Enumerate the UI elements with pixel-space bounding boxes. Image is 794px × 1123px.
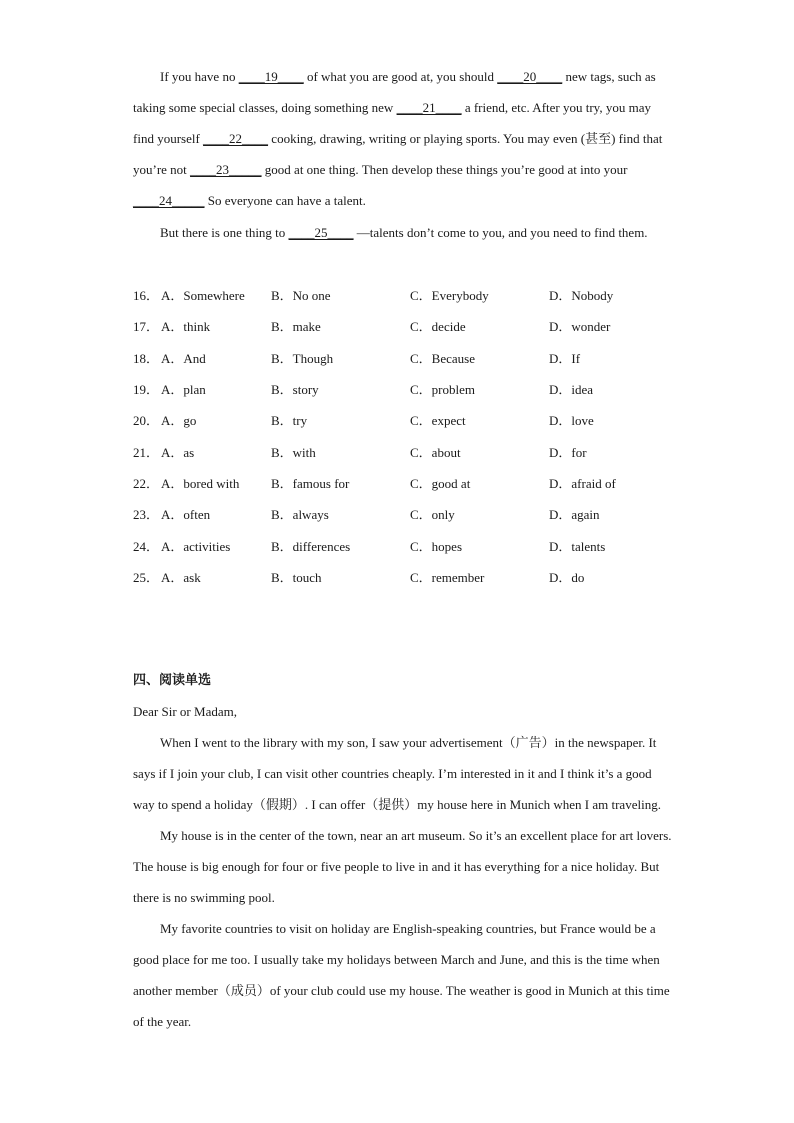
cloze-text: a friend, etc. After you try, you may find yourself <box>133 100 651 146</box>
option-row-24 <box>133 529 693 560</box>
option-b: B．always <box>271 507 329 523</box>
option-b: B．famous for <box>271 475 350 491</box>
blank-25: ____25____ <box>288 225 354 240</box>
question-number: 19． <box>133 382 160 398</box>
option-b: B．No one <box>271 288 331 304</box>
option-row-21 <box>133 435 693 466</box>
blank-23: ____23_____ <box>190 162 262 177</box>
section-title: 四、阅读单选 <box>133 673 212 688</box>
option-b: B．Though <box>271 350 334 366</box>
option-a: A．bored with <box>161 475 240 491</box>
option-b: B．make <box>271 319 321 335</box>
option-row-23 <box>133 498 693 529</box>
cloze-text: But there is one thing to <box>160 225 289 240</box>
option-c: C．Because <box>410 350 475 366</box>
option-c: C．about <box>410 444 461 460</box>
cloze-paragraph-1 <box>133 61 673 216</box>
question-number: 16． <box>133 288 160 304</box>
option-a: A．Somewhere <box>161 288 245 304</box>
blank-20: ____20____ <box>497 69 563 84</box>
option-d: D．for <box>549 444 587 460</box>
option-b: B．with <box>271 444 316 460</box>
question-number: 22． <box>133 475 160 491</box>
option-c: C．Everybody <box>410 288 489 304</box>
cloze-paragraph-2 <box>133 217 673 248</box>
option-row-19 <box>133 373 693 404</box>
letter-paragraph-2: My house is in the center of the town, near an art museum. So it’s an excellent place for art lovers. The house is big enough for four or five people to live in and it has everything for a nice holiday. But there is no swimming pool. <box>133 828 672 905</box>
options-list <box>133 279 693 592</box>
option-row-18 <box>133 342 693 373</box>
option-a: A．as <box>161 444 195 460</box>
option-b: B．try <box>271 413 308 429</box>
blank-21: ____21____ <box>396 100 462 115</box>
option-c: C．decide <box>410 319 466 335</box>
option-d: D．talents <box>549 538 606 554</box>
option-row-20 <box>133 404 693 435</box>
question-number: 18． <box>133 350 160 366</box>
cloze-text: good at one thing. Then develop these things you’re good at into your <box>261 162 628 177</box>
option-b: B．touch <box>271 569 322 585</box>
question-number: 23． <box>133 507 160 523</box>
option-a: A．And <box>161 350 206 366</box>
cloze-text: So everyone can have a talent. <box>204 193 366 208</box>
option-a: A．think <box>161 319 211 335</box>
option-a: A．go <box>161 413 197 429</box>
question-number: 20． <box>133 413 160 429</box>
option-c: C．hopes <box>410 538 463 554</box>
option-row-22 <box>133 467 693 498</box>
letter-greeting: Dear Sir or Madam, <box>133 704 237 719</box>
question-number: 24． <box>133 538 160 554</box>
option-row-25 <box>133 561 693 592</box>
option-d: D．Nobody <box>549 288 614 304</box>
option-d: D．afraid of <box>549 475 616 491</box>
option-b: B．story <box>271 382 319 398</box>
cloze-text: of what you are good at, you should <box>303 69 498 84</box>
option-d: D．If <box>549 350 581 366</box>
option-d: D．idea <box>549 382 594 398</box>
option-c: C．good at <box>410 475 471 491</box>
option-d: D．love <box>549 413 594 429</box>
option-row-17 <box>133 310 693 341</box>
option-d: D．wonder <box>549 319 611 335</box>
option-c: C．expect <box>410 413 466 429</box>
cloze-text: If you have no <box>160 69 239 84</box>
option-d: D．do <box>549 569 585 585</box>
letter-paragraph-3: My favorite countries to visit on holiday are English-speaking countries, but France would be a good place for me too. I usually take my holidays between March and June, and this is the time when another member（成员）of your club could use my house. The weather is good in Munich at this time of the year. <box>133 921 670 1029</box>
option-c: C．remember <box>410 569 485 585</box>
blank-19: ____19____ <box>238 69 304 84</box>
option-d: D．again <box>549 507 600 523</box>
question-number: 25． <box>133 569 160 585</box>
cloze-text: new tags, such as taking some special classes, doing something new <box>133 69 656 115</box>
option-c: C．only <box>410 507 455 523</box>
letter-paragraph-1: When I went to the library with my son, I saw your advertisement（广告）in the newspaper. It says if I join your club, I can visit other countries cheaply. I’m interested in it and I think it’s a good way to spend a holiday（假期）. I can offer（提供）my house here in Munich when I am traveling. <box>133 735 661 812</box>
option-a: A．ask <box>161 569 201 585</box>
cloze-text: —talents don’t come to you, and you need to find them. <box>353 225 648 240</box>
option-b: B．differences <box>271 538 351 554</box>
question-number: 21． <box>133 444 160 460</box>
option-a: A．often <box>161 507 211 523</box>
option-c: C．problem <box>410 382 475 398</box>
blank-24: ____24_____ <box>133 193 205 208</box>
blank-22: ____22____ <box>203 131 269 146</box>
option-row-16 <box>133 279 693 310</box>
option-a: A．activities <box>161 538 231 554</box>
question-number: 17． <box>133 319 160 335</box>
reading-letter <box>133 696 673 1037</box>
option-a: A．plan <box>161 382 206 398</box>
cloze-text: cooking, drawing, writing or playing sports. You may even (甚至) find that you’re not <box>133 131 663 177</box>
